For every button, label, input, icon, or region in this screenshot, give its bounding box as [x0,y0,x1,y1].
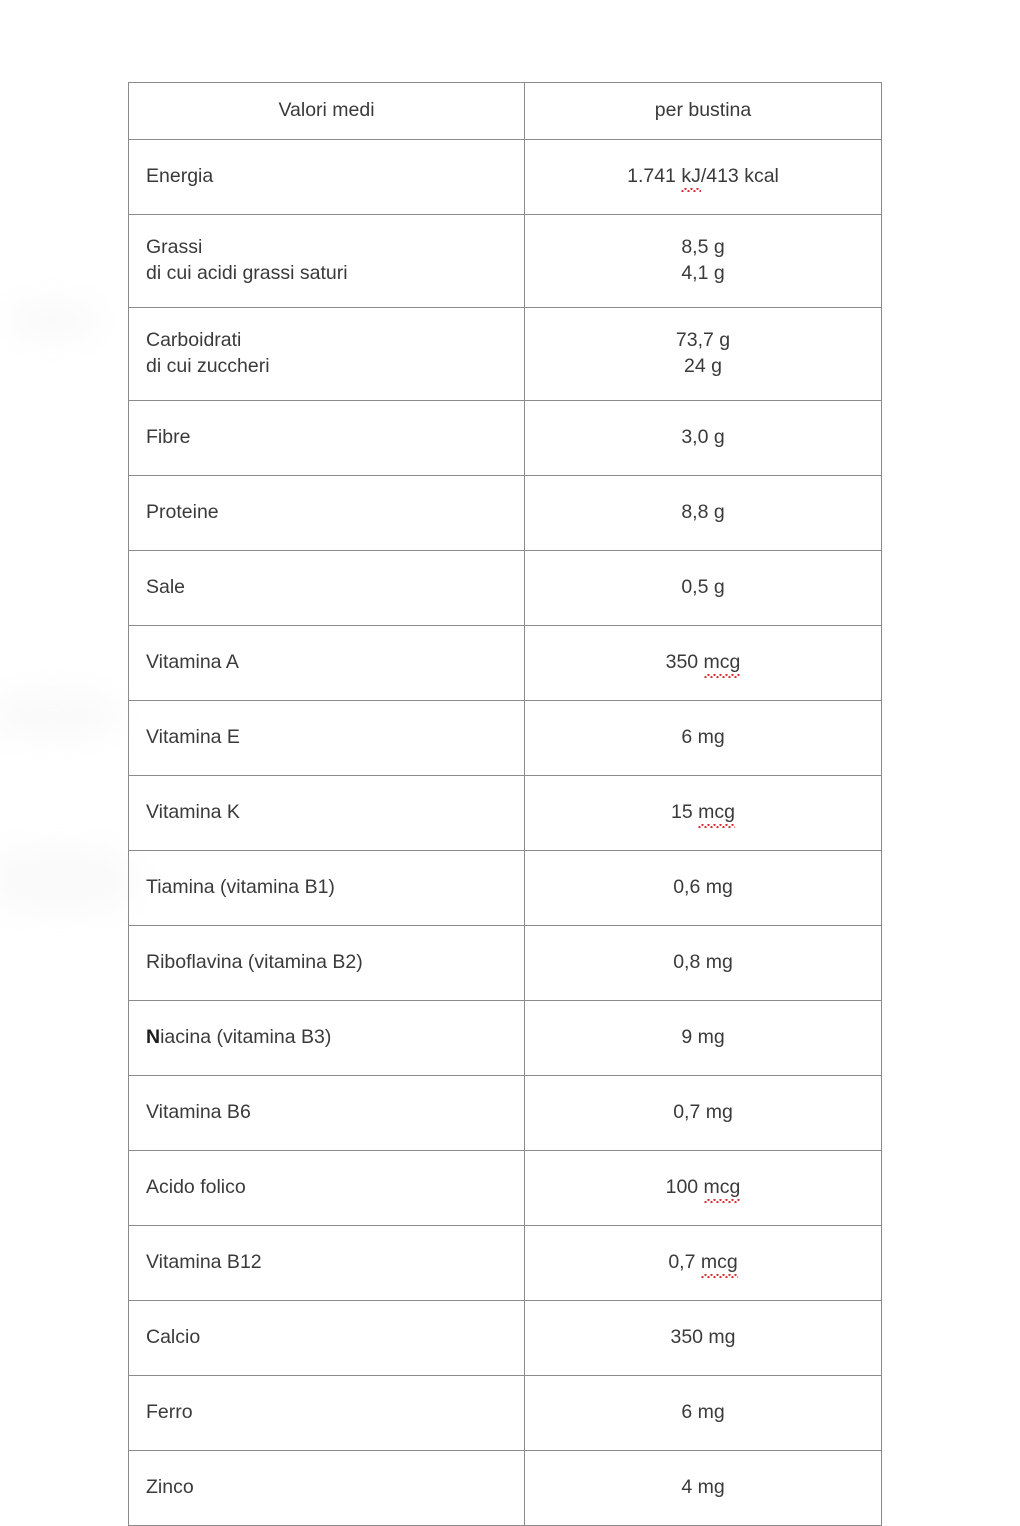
nutrient-value-cell [525,1151,882,1226]
nutrient-label-line: Carboidrati [146,329,242,352]
nutrient-value-line: 9 mg [681,1026,725,1049]
nutrient-value-line: 100 mcg [666,1176,741,1198]
nutrient-value-cell [525,776,882,851]
nutrient-label-cell [129,1001,525,1076]
nutrient-value-line: 8,8 g [681,501,725,524]
spellcheck-underline: mcg [704,1175,741,1202]
nutrient-value-cell [525,1376,882,1451]
nutrient-value-line: 8,5 g [681,236,725,259]
nutrient-label-line: Tiamina (vitamina B1) [146,876,335,899]
nutrient-label-cell [129,626,525,701]
table-row [129,626,882,701]
table-row [129,1001,882,1076]
nutrient-label-line: Ferro [146,1401,193,1424]
table-row [129,140,882,215]
nutrient-label-cell [129,1151,525,1226]
table-row [129,1451,882,1526]
nutrient-label-cell [129,401,525,476]
spellcheck-underline: kJ [681,164,701,191]
nutrient-value-line: 6 mg [681,726,725,749]
nutrient-value-line: 350 mcg [666,651,741,673]
nutrient-label-line: Proteine [146,501,219,524]
nutrient-label-cell [129,308,525,401]
nutrient-label-line: Calcio [146,1326,201,1349]
nutrient-label-line: Vitamina B6 [146,1101,251,1124]
nutrient-sublabel-line: di cui acidi grassi saturi [146,262,348,284]
nutrient-value-line: 0,7 mg [673,1101,733,1124]
spellcheck-underline: mcg [704,650,741,677]
table-row [129,1151,882,1226]
nutrient-value-cell [525,551,882,626]
table-row [129,776,882,851]
nutrient-label-line: Energia [146,165,214,188]
table-row [129,401,882,476]
paper-smudge [8,300,98,340]
nutrient-label-cell [129,215,525,308]
column-header-label: Valori medi [129,83,525,140]
nutrient-value-line: 4 mg [681,1476,725,1499]
nutrient-value-line: 15 mcg [671,801,735,823]
nutrient-value-cell [525,1001,882,1076]
nutrient-label-cell [129,851,525,926]
nutrient-label-cell [129,701,525,776]
nutrient-value-cell [525,1451,882,1526]
nutrient-value-line: 0,5 g [681,576,725,599]
nutrient-value-cell [525,215,882,308]
spellcheck-underline: mcg [698,800,735,827]
table-row [129,1226,882,1301]
nutrient-label-line: Zinco [146,1476,194,1499]
nutrient-value-cell [525,851,882,926]
nutrient-label-line: Sale [146,576,186,599]
paper-smudge [0,690,120,740]
nutrient-label-cell [129,551,525,626]
nutrient-label-cell [129,1301,525,1376]
nutrient-value-line: 0,7 mcg [668,1251,737,1273]
nutrient-label-cell [129,140,525,215]
nutrient-value-cell [525,1076,882,1151]
nutrient-value-cell [525,1226,882,1301]
nutrient-value-line: 73,7 g [675,329,731,352]
nutrient-value-cell [525,308,882,401]
nutrient-value-line: 350 mg [670,1326,736,1349]
table-body [129,140,882,1526]
nutrient-label-line: Vitamina E [146,726,240,749]
emphasized-initial: N [146,1026,161,1049]
nutrient-label-line: Grassi [146,236,203,259]
nutrient-label-cell [129,1226,525,1301]
table-row [129,701,882,776]
nutrient-label-line: Fibre [146,426,191,449]
table-row [129,215,882,308]
nutrient-value-cell [525,926,882,1001]
column-header-value: per bustina [525,83,882,140]
table-row [129,476,882,551]
nutrient-label-line: Riboflavina (vitamina B2) [146,951,363,974]
nutrient-label-cell [129,1076,525,1151]
table-row [129,851,882,926]
nutrient-value-cell [525,701,882,776]
nutrient-value-line: 0,8 mg [673,951,733,974]
table-row [129,1076,882,1151]
nutrient-value-line: 0,6 mg [673,876,733,899]
table-row [129,926,882,1001]
nutrient-label-cell [129,1376,525,1451]
nutrient-label-cell [129,926,525,1001]
nutrient-label-cell [129,776,525,851]
nutrient-value-cell [525,626,882,701]
table-header [129,83,882,140]
nutrient-sublabel-line: di cui zuccheri [146,355,270,377]
table-row [129,1376,882,1451]
nutrient-value-cell [525,476,882,551]
nutrient-value-cell [525,140,882,215]
nutrient-value-line: 6 mg [681,1401,725,1424]
nutrient-label-line: Vitamina B12 [146,1251,262,1274]
spellcheck-underline: mcg [701,1250,738,1277]
table-row [129,308,882,401]
nutrient-subvalue-line: 4,1 g [681,262,725,284]
nutrient-label-line: Vitamina K [146,801,240,824]
nutrient-label-line: Vitamina A [146,651,239,674]
nutrition-facts-table [128,82,882,1526]
nutrient-label-cell [129,1451,525,1526]
nutrient-value-cell [525,401,882,476]
nutrient-value-line: 1.741 kJ/413 kcal [627,165,779,187]
table-header-row [129,83,882,140]
nutrient-label-line: Niacina (vitamina B3) [146,1026,332,1049]
nutrient-label-line: Acido folico [146,1176,246,1199]
nutrient-value-line: 3,0 g [681,426,725,449]
table-row [129,1301,882,1376]
paper-smudge [0,845,136,915]
nutrient-subvalue-line: 24 g [684,355,722,377]
nutrient-value-cell [525,1301,882,1376]
table-row [129,551,882,626]
nutrient-label-cell [129,476,525,551]
